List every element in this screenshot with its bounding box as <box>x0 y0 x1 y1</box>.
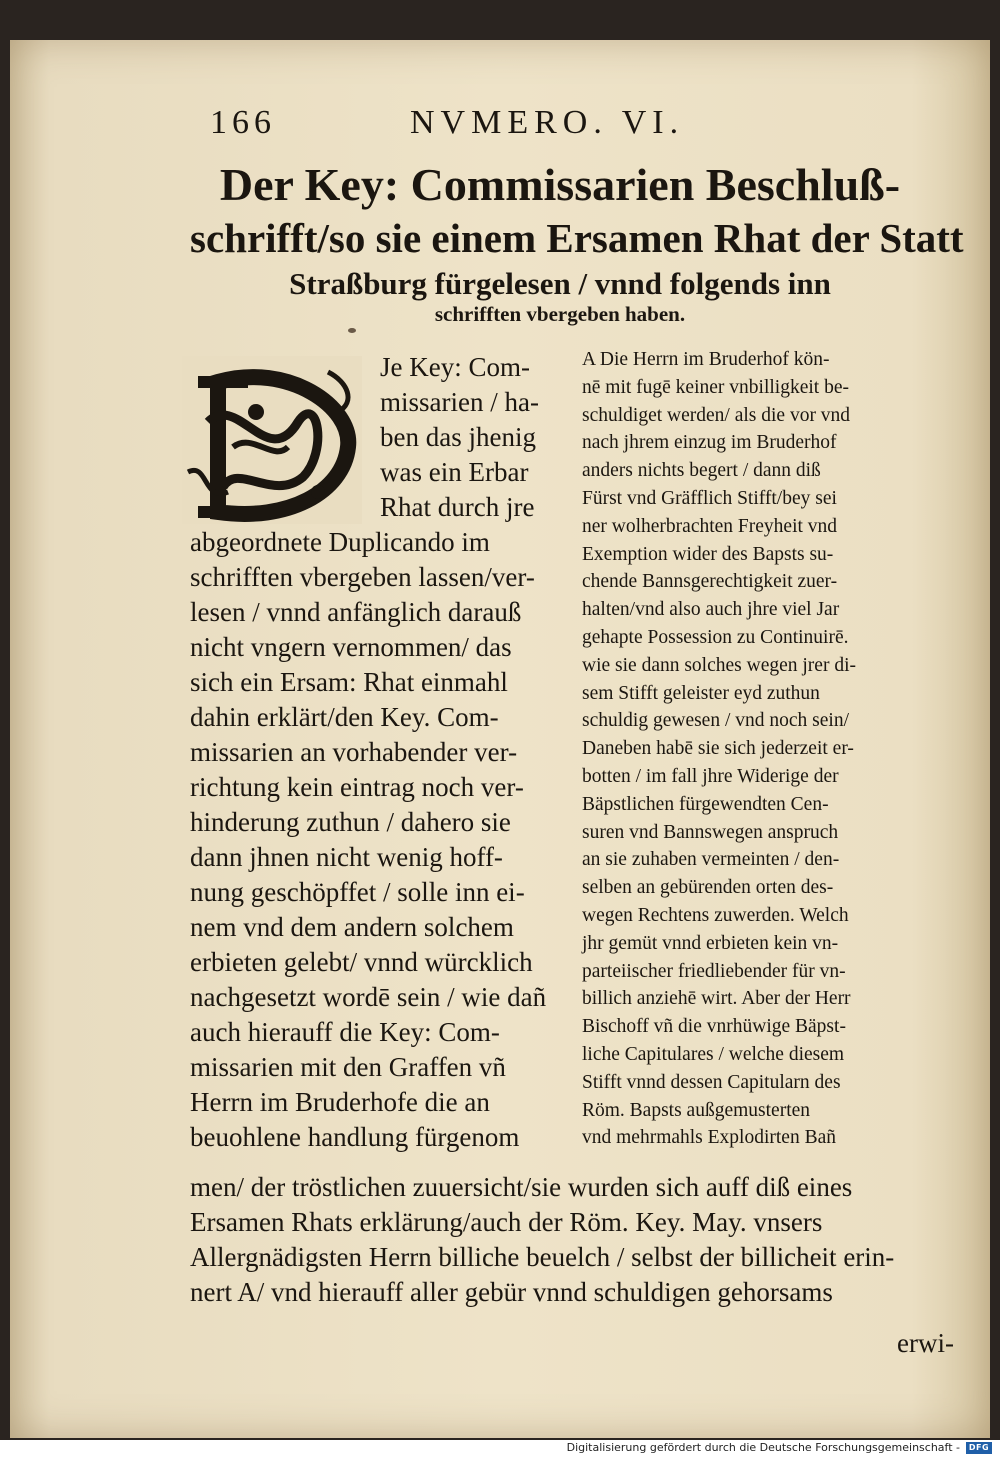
marginal-line: Röm. Bapsts außgemusterten <box>582 1099 811 1121</box>
marginal-line: an sie zuhaben vermeinten / den- <box>582 849 840 871</box>
text-line: dann jhnen nicht wenig hoff- <box>190 842 503 872</box>
dfg-logo-icon[interactable]: DFG <box>966 1442 992 1454</box>
marginal-line: schuldig gewesen / vnd noch sein/ <box>582 710 849 732</box>
marginal-line: Bäpstlichen fürgewendten Cen- <box>582 793 829 815</box>
text-line: Je Key: Com- <box>380 352 530 382</box>
text-line: richtung kein eintrag noch ver- <box>190 772 524 802</box>
marginal-line: Stifft vnnd dessen Capitularn des <box>582 1071 841 1093</box>
marginal-line: ner wolherbrachten Freyheit vnd <box>582 515 838 537</box>
text-line: sich ein Ersam: Rhat einmahl <box>190 667 508 697</box>
marginal-line: wegen Rechtens zuwerden. Welch <box>582 904 849 926</box>
running-head: NVMERO. VI. <box>410 104 685 141</box>
marginal-line: Fürst vnd Gräfflich Stifft/bey sei <box>582 487 837 509</box>
text-line: missarien / ha- <box>380 387 539 417</box>
footer-credit: Digitalisierung gefördert durch die Deutsche Forschungsgemeinschaft - <box>566 1441 960 1454</box>
text-line: abgeordnete Duplicando im <box>190 527 490 557</box>
marginal-line: liche Capitulares / welche diesem <box>582 1043 845 1065</box>
text-line: Allergnädigsten Herrn billiche beuelch / selbst der billicheit erin- <box>190 1242 895 1272</box>
title-line-3: Straßburg fürgelesen / vnnd folgends inn <box>289 266 831 301</box>
marginal-line: vnd mehrmahls Explodirten Bañ <box>582 1127 836 1149</box>
marginal-line: nē mit fugē keiner vnbilligkeit be- <box>582 376 849 398</box>
marginal-line: wie sie dann solches wegen jrer di- <box>582 654 856 676</box>
text-line: nung geschöpffet / solle inn ei- <box>190 877 525 907</box>
text-line: nem vnd dem andern solchem <box>190 912 514 942</box>
ink-spot <box>348 328 356 333</box>
full-width-text <box>190 1170 970 1310</box>
text-line: Ersamen Rhats erklärung/auch der Röm. Key. May. vnsers <box>190 1207 823 1237</box>
title-line-2: schrifft/so sie einem Ersamen Rhat der Statt <box>190 215 964 261</box>
page-number: 166 <box>210 104 276 141</box>
text-line: nicht vngern vernommen/ das <box>190 632 512 662</box>
marginal-line: botten / im fall jhre Widerige der <box>582 765 839 787</box>
title-line-4: schrifften vbergeben haben. <box>434 302 686 326</box>
text-line: hinderung zuthun / dahero sie <box>190 807 511 837</box>
marginal-line: sem Stifft geleister eyd zuthun <box>582 682 820 704</box>
text-line: Herrn im Bruderhofe die an <box>190 1087 490 1117</box>
marginal-line: A Die Herrn im Bruderhof kön- <box>582 349 830 370</box>
text-line: men/ der tröstlichen zuuersicht/sie wurden sich auff diß eines <box>190 1172 853 1202</box>
text-line: schrifften vbergeben lassen/ver- <box>190 562 535 592</box>
page-header <box>210 104 750 148</box>
marginal-line: jhr gemüt vnnd erbieten kein vn- <box>582 932 839 954</box>
text-line: Rhat durch jre <box>380 492 535 522</box>
left-column <box>190 350 575 1155</box>
footer-bar <box>0 1440 1000 1457</box>
text-line: lesen / vnnd anfänglich darauß <box>190 597 522 627</box>
marginal-line: parteiischer friedliebender für vn- <box>582 960 846 982</box>
marginal-line: Daneben habē sie sich jederzeit er- <box>582 738 854 760</box>
text-line: ben das jhenig <box>380 422 536 452</box>
book-page <box>10 40 990 1438</box>
title-line-1: Der Key: Commissarien Beschluß- <box>219 159 901 210</box>
marginal-line: suren vnd Bannswegen anspruch <box>582 821 839 843</box>
marginal-line: chende Bannsgerechtigkeit zuer- <box>582 571 838 593</box>
text-line: dahin erklärt/den Key. Com- <box>190 702 499 732</box>
marginal-line: schuldiget werden/ als die vor vnd <box>582 404 851 426</box>
text-line: auch hierauff die Key: Com- <box>190 1017 500 1047</box>
marginal-line: anders nichts begert / dann diß <box>582 460 821 482</box>
text-line: nachgesetzt wordē sein / wie dañ <box>190 982 547 1012</box>
text-line: beuohlene handlung fürgenom <box>190 1122 520 1152</box>
text-line: nert A/ vnd hierauff aller gebür vnnd schuldigen gehorsams <box>190 1277 833 1307</box>
marginal-note-column <box>582 346 962 1152</box>
marginal-line: Bischoff vñ die vnrhüwige Bäpst- <box>582 1016 846 1038</box>
text-line: was ein Erbar <box>380 457 529 487</box>
text-line: missarien an vorhabender ver- <box>190 737 518 767</box>
marginal-line: billich anziehē wirt. Aber der Herr <box>582 988 851 1010</box>
text-line: erbieten gelebt/ vnnd würcklich <box>190 947 533 977</box>
catchword: erwi- <box>897 1328 954 1358</box>
text-line: missarien mit den Graffen vñ <box>190 1052 506 1082</box>
marginal-line: gehapte Possession zu Continuirē. <box>582 626 849 648</box>
marginal-line: Exemption wider des Bapsts su- <box>582 543 834 565</box>
marginal-line: nach jhrem einzug im Bruderhof <box>582 432 837 454</box>
marginal-line: halten/vnd also auch jhre viel Jar <box>582 599 840 621</box>
marginal-line: selben an gebürenden orten des- <box>582 877 834 899</box>
